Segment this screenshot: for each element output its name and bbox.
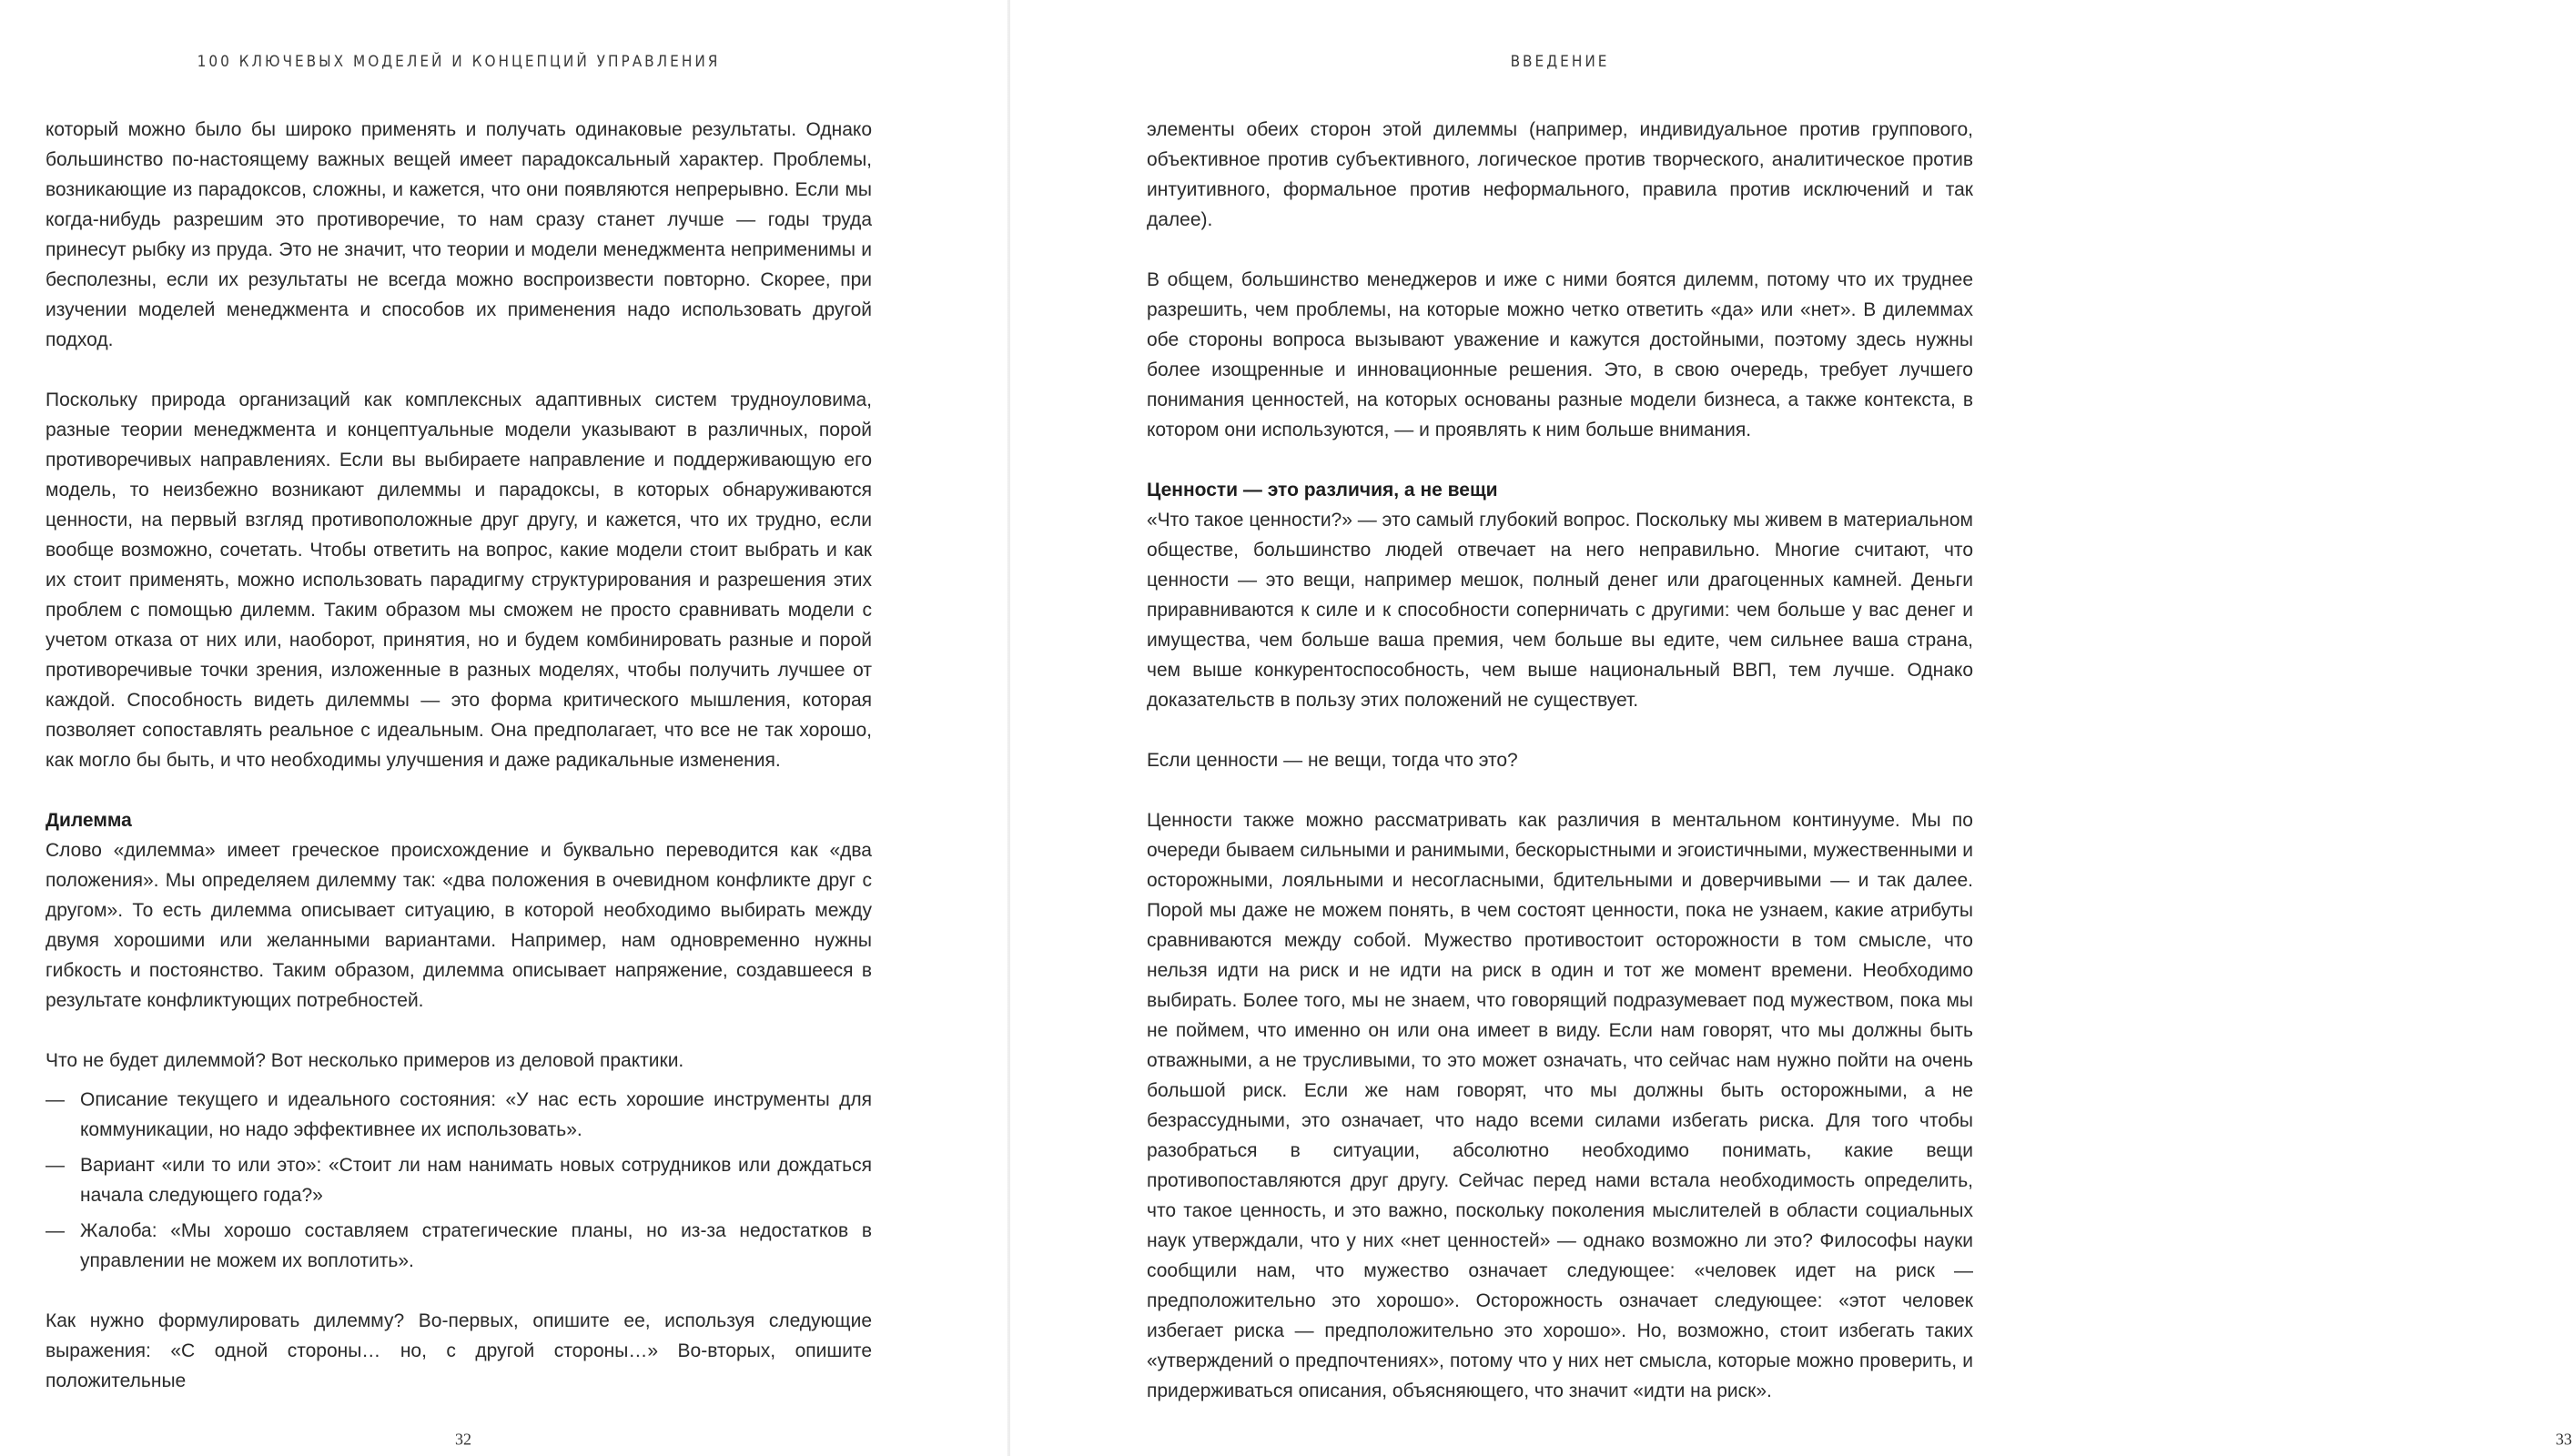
page-number-left: 32 [455,1430,471,1449]
paragraph: Ценности также можно рассматривать как различия в ментальном континууме. Мы по очереди бываем сильными и ранимыми, бескорыстными и эгоистичными, мужественными и осторожными, лояльными и несогласными, бдительными и доверчивыми — и так далее. Порой мы даже не можем понять, в чем состоят ценности, пока не узнаем, какие атрибуты сравниваются между собой. Мужество противостоит осторожности в том смысле, что нельзя идти на риск и не идти на риск в один и тот же момент времени. Необходимо выбирать. Более того, мы не знаем, что говорящий подразумевает под мужеством, пока мы не поймем, что именно он или она имеет в виду. Если нам говорят, что мы должны быть отважными, а не трусливыми, то это может означать, что сейчас нам нужно пойти на очень большой риск. Если же нам говорят, что мы должны быть осторожными, а не безрассудными, это означает, что надо всеми силами избегать риска. Для того чтобы разобраться в ситуации, абсолютно необходимо понимать, какие вещи противопоставляются друг другу. Сейчас перед нами встала необходимость определить, что такое ценность, и это важно, поскольку поколения мыслителей в области социальных наук утверждали, что у них «нет ценностей» — однако возможно ли это? Философы науки сообщили нам, что мужество означает следующее: «человек идет на риск — предположительно это хорошо». Осторожность означает следующее: «этот человек избегает риска — предположительно это хорошо». Но, возможно, стоит избегать таких «утверждений о предпочтениях», потому что у них нет смысла, которые можно проверить, и придерживаться описания, объясняющего, что значит «идти на риск». [1147,810,1973,1401]
paragraph: Если ценности — не вещи, тогда что это? [1147,750,1518,771]
section-heading: Дилемма [46,810,132,831]
dash-bullet: — [46,1220,65,1241]
page-number-right: 33 [2556,1430,2572,1449]
paragraph: элементы обеих сторон этой дилеммы (например, индивидуальное против группового, объективное против субъективного, логическое против творческого, аналитическое против интуитивного, формальное против неформального, правила против исключений и так далее). [1147,119,1973,230]
list-item [46,1150,872,1210]
paragraph: Поскольку природа организаций как комплексных адаптивных систем трудноуловима, разные теории менеджмента и концептуальные модели указывают в различных, порой противоречивых направлениях. Если вы выбираете направление и поддерживающую его модель, то неизбежно возникают дилеммы и парадоксы, в которых обнаруживаются ценности, на первый взгляд противоположные друг другу, и кажется, что их трудно, если вообще возможно, сочетать. Чтобы ответить на вопрос, какие модели стоит выбрать и как их стоит применять, можно использовать парадигму структурирования и разрешения этих проблем с помощью дилемм. Таким образом мы сможем не просто сравнивать модели с учетом отказа от них или, наоборот, принятия, но и будем комбинировать разные и порой противоречивые точки зрения, изложенные в разных моделях, чтобы получить лучшее от каждой. Способность видеть дилеммы — это форма критического мышления, которая позволяет сопоставлять реальное с идеальным. Она предполагает, что все не так хорошо, как могло бы быть, и что необходимы улучшения и даже радикальные изменения. [46,389,872,771]
list-item-text: Вариант «или то или это»: «Стоит ли нам нанимать новых сотрудников или дождаться начала следующего года?» [80,1155,872,1206]
paragraph: «Что такое ценности?» — это самый глубокий вопрос. Поскольку мы живем в материальном обществе, большинство людей отвечает на него неправильно. Многие считают, что ценности — это вещи, например мешок, полный денег или драгоценных камней. Деньги приравниваются к силе и к способности соперничать с другими: чем больше у вас денег и имущества, чем больше ваша премия, чем больше вы едите, чем сильнее ваша страна, чем выше конкурентоспособность, чем выше национальный ВВП, тем лучше. Однако доказательств в пользу этих положений не существует. [1147,510,1973,711]
dash-bullet: — [46,1155,65,1176]
right-page [1010,0,2572,1456]
list-item [46,1085,872,1145]
list-item-text: Жалоба: «Мы хорошо составляем стратегические планы, но из-за недостатков в управлении не можем их воплотить». [80,1220,872,1271]
paragraph: Что не будет дилеммой? Вот несколько примеров из деловой практики. [46,1050,684,1071]
list-item-text: Описание текущего и идеального состояния: «У нас есть хорошие инструменты для коммуникации, но надо эффективнее их использовать». [80,1089,872,1140]
example-list [46,1085,872,1276]
paragraph: Как нужно формулировать дилемму? Во-первых, опишите ее, используя следующие выражения: «С одной стороны… но, с другой стороны…» Во-вторых, опишите положительные [46,1310,872,1391]
running-head-left: 100 КЛЮЧЕВЫХ МОДЕЛЕЙ И КОНЦЕПЦИЙ УПРАВЛЕНИЯ [197,53,721,71]
right-page-body [1147,115,1973,1406]
section-heading: Ценности — это различия, а не вещи [1147,480,1498,500]
left-page [0,0,1008,1456]
running-head-right: ВВЕДЕНИЕ [1510,53,1610,71]
left-page-body [46,115,872,1396]
dash-bullet: — [46,1089,65,1110]
paragraph: который можно было бы широко применять и получать одинаковые результаты. Однако большинство по-настоящему важных вещей имеет парадоксальный характер. Проблемы, возникающие из парадоксов, сложны, и кажется, что они появляются непрерывно. Если мы когда-нибудь разрешим это противоречие, то нам сразу станет лучше — годы труда принесут рыбку из пруда. Это не значит, что теории и модели менеджмента неприменимы и бесполезны, если их результаты не всегда можно воспроизвести повторно. Скорее, при изучении моделей менеджмента и способов их применения надо использовать другой подход. [46,119,872,350]
paragraph: В общем, большинство менеджеров и иже с ними боятся дилемм, потому что их труднее разрешить, чем проблемы, на которые можно четко ответить «да» или «нет». В дилеммах обе стороны вопроса вызывают уважение и кажутся достойными, поэтому здесь нужны более изощренные и инновационные решения. Это, в свою очередь, требует лучшего понимания ценностей, на которых основаны разные модели бизнеса, а также контекста, в котором они используются, — и проявлять к ним больше внимания. [1147,269,1973,440]
paragraph: Слово «дилемма» имеет греческое происхождение и буквально переводится как «два положения». Мы определяем дилемму так: «два положения в очевидном конфликте друг с другом». То есть дилемма описывает ситуацию, в которой необходимо выбирать между двумя хорошими или желанными вариантами. Например, нам одновременно нужны гибкость и постоянство. Таким образом, дилемма описывает напряжение, создавшееся в результате конфликтующих потребностей. [46,840,872,1011]
list-item [46,1216,872,1276]
